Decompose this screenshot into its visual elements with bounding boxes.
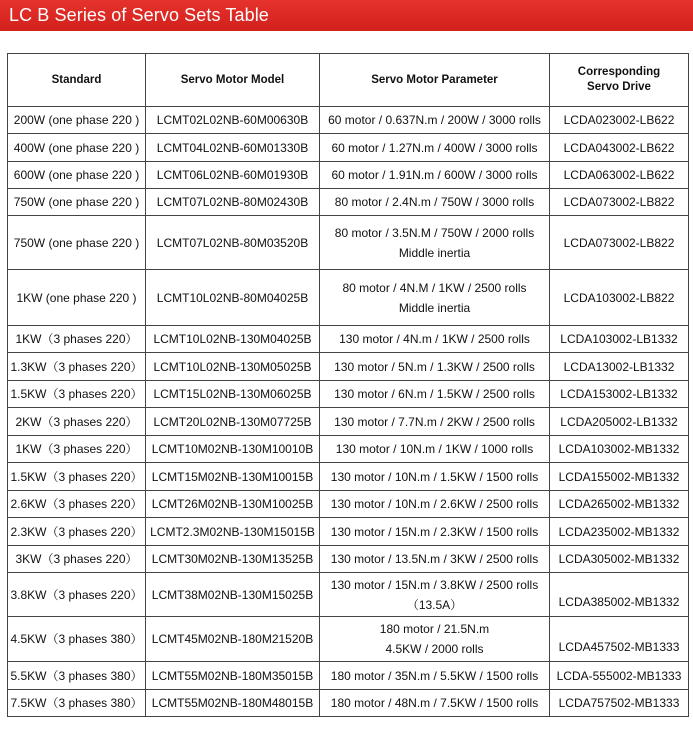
table-row	[8, 518, 689, 546]
cell-servo-drive: LCDA13002-LB1332	[550, 353, 689, 381]
parameter-line1: 180 motor / 35N.m / 5.5KW / 1500 rolls	[330, 668, 539, 683]
cell-standard: 1.5KW（3 phases 220）	[8, 463, 146, 491]
cell-servo-motor-model: LCMT10L02NB-130M05025B	[146, 353, 320, 381]
parameter-line2: （13.5A）	[406, 597, 463, 612]
cell-servo-drive: LCDA103002-LB1332	[550, 326, 689, 353]
cell-servo-motor-parameter	[320, 518, 550, 546]
header-drive-line1: Corresponding	[577, 66, 661, 78]
cell-standard: 200W (one phase 220 )	[8, 107, 146, 134]
cell-servo-motor-parameter	[320, 270, 550, 326]
cell-servo-drive: LCDA023002-LB622	[550, 107, 689, 134]
cell-servo-drive: LCDA-555002-MB1333	[550, 662, 689, 690]
parameter-line1: 130 motor / 15N.m / 3.8KW / 2500 rolls	[330, 577, 539, 592]
cell-servo-motor-parameter	[320, 134, 550, 162]
cell-servo-drive: LCDA043002-LB622	[550, 134, 689, 162]
parameter-line1: 130 motor / 13.5N.m / 3KW / 2500 rolls	[330, 552, 539, 566]
cell-servo-motor-model: LCMT20L02NB-130M07725B	[146, 408, 320, 436]
table-row	[8, 353, 689, 381]
cell-servo-motor-model: LCMT07L02NB-80M02430B	[146, 189, 320, 216]
parameter-line1: 60 motor / 0.637N.m / 200W / 3000 rolls	[328, 113, 541, 127]
cell-servo-motor-parameter	[320, 216, 550, 270]
cell-servo-drive: LCDA063002-LB622	[550, 162, 689, 189]
parameter-line2: Middle inertia	[398, 245, 471, 260]
parameter-line1: 130 motor / 10N.m / 2.6KW / 2500 rolls	[330, 497, 539, 511]
cell-servo-drive: LCDA235002-MB1332	[550, 518, 689, 546]
cell-standard: 1.3KW（3 phases 220）	[8, 353, 146, 381]
cell-standard: 600W (one phase 220 )	[8, 162, 146, 189]
cell-standard: 750W (one phase 220 )	[8, 216, 146, 270]
cell-standard: 750W (one phase 220 )	[8, 189, 146, 216]
cell-servo-motor-parameter	[320, 107, 550, 134]
cell-servo-motor-parameter	[320, 326, 550, 353]
cell-servo-motor-model: LCMT55M02NB-180M48015B	[146, 690, 320, 717]
cell-servo-drive: LCDA103002-MB1332	[550, 436, 689, 463]
cell-servo-drive: LCDA265002-MB1332	[550, 491, 689, 518]
cell-standard: 3KW（3 phases 220）	[8, 546, 146, 573]
parameter-line1: 80 motor / 3.5N.M / 750W / 2000 rolls	[334, 225, 535, 240]
parameter-line1: 130 motor / 7.7N.m / 2KW / 2500 rolls	[334, 414, 535, 429]
cell-servo-drive: LCDA757502-MB1333	[550, 690, 689, 717]
table-row	[8, 662, 689, 690]
cell-servo-motor-parameter	[320, 408, 550, 436]
cell-servo-drive: LCDA385002-MB1332	[550, 573, 689, 617]
cell-servo-drive: LCDA073002-LB822	[550, 216, 689, 270]
cell-servo-drive: LCDA103002-LB822	[550, 270, 689, 326]
cell-servo-motor-parameter	[320, 189, 550, 216]
parameter-line2: Middle inertia	[398, 300, 471, 315]
table-row	[8, 216, 689, 270]
cell-servo-drive: LCDA305002-MB1332	[550, 546, 689, 573]
cell-servo-motor-parameter	[320, 463, 550, 491]
table-row	[8, 381, 689, 408]
cell-servo-motor-model: LCMT15M02NB-130M10015B	[146, 463, 320, 491]
cell-standard: 1KW（3 phases 220）	[8, 436, 146, 463]
cell-servo-motor-model: LCMT26M02NB-130M10025B	[146, 491, 320, 518]
cell-standard: 2.6KW（3 phases 220）	[8, 491, 146, 518]
header-servo-motor-parameter: Servo Motor Parameter	[320, 54, 550, 107]
cell-standard: 3.8KW（3 phases 220）	[8, 573, 146, 617]
parameter-line1: 130 motor / 15N.m / 2.3KW / 1500 rolls	[330, 524, 539, 539]
parameter-line1: 130 motor / 10N.m / 1KW / 1000 rolls	[335, 442, 534, 456]
cell-standard: 1KW (one phase 220 )	[8, 270, 146, 326]
cell-servo-drive: LCDA073002-LB822	[550, 189, 689, 216]
table-row	[8, 436, 689, 463]
servo-sets-table	[7, 53, 689, 717]
table-row	[8, 189, 689, 216]
header-standard: Standard	[8, 54, 146, 107]
table-body	[8, 107, 689, 717]
cell-servo-drive: LCDA155002-MB1332	[550, 463, 689, 491]
cell-servo-motor-model: LCMT55M02NB-180M35015B	[146, 662, 320, 690]
table-header-row	[8, 54, 689, 107]
cell-servo-motor-parameter	[320, 617, 550, 662]
page-title: LC B Series of Servo Sets Table	[0, 0, 693, 31]
header-drive-line2: Servo Drive	[587, 81, 651, 93]
table-row	[8, 546, 689, 573]
cell-servo-motor-parameter	[320, 162, 550, 189]
parameter-line1: 60 motor / 1.27N.m / 400W / 3000 rolls	[331, 140, 538, 155]
parameter-line1: 130 motor / 5N.m / 1.3KW / 2500 rolls	[334, 359, 535, 374]
parameter-line2: 4.5KW / 2000 rolls	[385, 642, 484, 656]
parameter-line1: 130 motor / 6N.m / 1.5KW / 2500 rolls	[334, 387, 535, 401]
cell-standard: 7.5KW（3 phases 380）	[8, 690, 146, 717]
table-row	[8, 491, 689, 518]
cell-standard: 1.5KW（3 phases 220）	[8, 381, 146, 408]
cell-servo-motor-parameter	[320, 690, 550, 717]
cell-servo-motor-model: LCMT30M02NB-130M13525B	[146, 546, 320, 573]
cell-standard: 2.3KW（3 phases 220）	[8, 518, 146, 546]
header-servo-motor-model: Servo Motor Model	[146, 54, 320, 107]
parameter-line1: 130 motor / 4N.m / 1KW / 2500 rolls	[339, 332, 530, 346]
cell-servo-motor-model: LCMT45M02NB-180M21520B	[146, 617, 320, 662]
table-row	[8, 463, 689, 491]
cell-servo-motor-model: LCMT10L02NB-80M04025B	[146, 270, 320, 326]
cell-servo-motor-model: LCMT15L02NB-130M06025B	[146, 381, 320, 408]
table-row	[8, 162, 689, 189]
table-row	[8, 690, 689, 717]
parameter-line1: 80 motor / 4N.M / 1KW / 2500 rolls	[342, 280, 527, 295]
cell-servo-drive: LCDA205002-LB1332	[550, 408, 689, 436]
cell-servo-motor-model: LCMT10L02NB-130M04025B	[146, 326, 320, 353]
cell-servo-motor-parameter	[320, 436, 550, 463]
parameter-line1: 180 motor / 48N.m / 7.5KW / 1500 rolls	[330, 696, 539, 710]
table-row	[8, 408, 689, 436]
cell-servo-motor-model: LCMT02L02NB-60M00630B	[146, 107, 320, 134]
cell-servo-drive: LCDA153002-LB1332	[550, 381, 689, 408]
cell-servo-motor-model: LCMT38M02NB-130M15025B	[146, 573, 320, 617]
cell-servo-motor-model: LCMT10M02NB-130M10010B	[146, 436, 320, 463]
cell-standard: 4.5KW（3 phases 380）	[8, 617, 146, 662]
table-row	[8, 617, 689, 662]
cell-servo-motor-parameter	[320, 662, 550, 690]
cell-standard: 5.5KW（3 phases 380）	[8, 662, 146, 690]
header-corresponding-servo-drive	[550, 54, 689, 107]
cell-servo-motor-model: LCMT06L02NB-60M01930B	[146, 162, 320, 189]
cell-servo-motor-model: LCMT2.3M02NB-130M15015B	[146, 518, 320, 546]
parameter-line1: 130 motor / 10N.m / 1.5KW / 1500 rolls	[330, 469, 539, 484]
cell-standard: 400W (one phase 220 )	[8, 134, 146, 162]
cell-servo-drive: LCDA457502-MB1333	[550, 617, 689, 662]
table-row	[8, 107, 689, 134]
parameter-line1: 180 motor / 21.5N.m	[379, 622, 490, 636]
cell-servo-motor-parameter	[320, 353, 550, 381]
table-row	[8, 326, 689, 353]
cell-servo-motor-model: LCMT07L02NB-80M03520B	[146, 216, 320, 270]
cell-servo-motor-parameter	[320, 573, 550, 617]
cell-standard: 2KW（3 phases 220）	[8, 408, 146, 436]
cell-servo-motor-model: LCMT04L02NB-60M01330B	[146, 134, 320, 162]
parameter-line1: 60 motor / 1.91N.m / 600W / 3000 rolls	[331, 168, 538, 182]
table-row	[8, 134, 689, 162]
cell-servo-motor-parameter	[320, 381, 550, 408]
servo-sets-table-container	[7, 53, 689, 717]
table-row	[8, 573, 689, 617]
cell-servo-motor-parameter	[320, 491, 550, 518]
parameter-line1: 80 motor / 2.4N.m / 750W / 3000 rolls	[334, 195, 535, 209]
table-row	[8, 270, 689, 326]
cell-standard: 1KW（3 phases 220）	[8, 326, 146, 353]
cell-servo-motor-parameter	[320, 546, 550, 573]
